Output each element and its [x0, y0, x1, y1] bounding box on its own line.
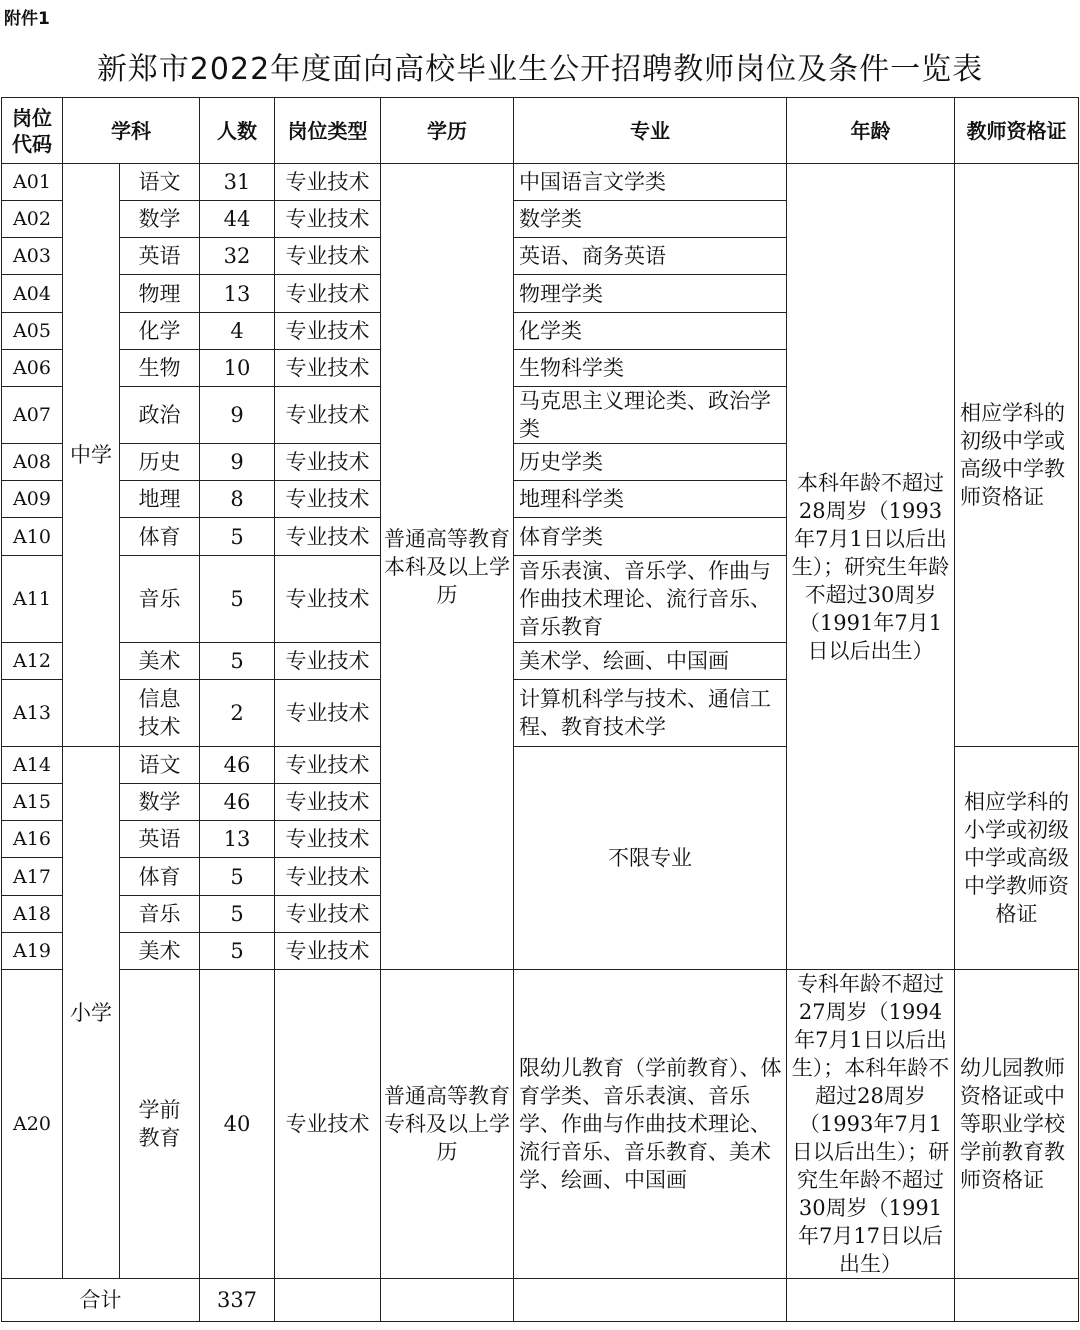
- row-code: A05: [2, 313, 63, 350]
- row-subject: 体育: [120, 518, 200, 556]
- total-empty-cell: [381, 1279, 514, 1322]
- row-subject: 英语: [120, 821, 200, 858]
- row-code: A16: [2, 821, 63, 858]
- row-subject: 体育: [120, 858, 200, 896]
- row-code: A19: [2, 933, 63, 970]
- row-major: 中国语言文学类: [514, 164, 787, 201]
- row-code: A15: [2, 784, 63, 821]
- total-count: 337: [200, 1279, 275, 1322]
- total-empty-cell: [275, 1279, 381, 1322]
- row-count: 44: [200, 201, 275, 238]
- row-major: 计算机科学与技术、通信工程、教育技术学: [514, 680, 787, 747]
- certificate-primary-school: 相应学科的小学或初级中学或高级中学教师资格证: [955, 747, 1079, 970]
- row-count: 46: [200, 747, 275, 784]
- col-header-type: 岗位类型: [275, 98, 381, 164]
- row-count: 5: [200, 933, 275, 970]
- row-major: 马克思主义理论类、政治学类: [514, 387, 787, 444]
- row-type: 专业技术: [275, 821, 381, 858]
- row-count: 31: [200, 164, 275, 201]
- row-count: 10: [200, 350, 275, 387]
- col-header-certificate: 教师资格证: [955, 98, 1079, 164]
- row-subject: 美术: [120, 933, 200, 970]
- row-code: A02: [2, 201, 63, 238]
- table-row: [2, 970, 1079, 1279]
- row-count: 5: [200, 858, 275, 896]
- row-subject: 化学: [120, 313, 200, 350]
- row-code: A14: [2, 747, 63, 784]
- row-type: 专业技术: [275, 201, 381, 238]
- row-count: 8: [200, 481, 275, 518]
- row-code: A20: [2, 970, 63, 1279]
- row-major: 物理学类: [514, 275, 787, 313]
- row-subject: 物理: [120, 275, 200, 313]
- row-major: 美术学、绘画、中国画: [514, 643, 787, 680]
- row-code: A07: [2, 387, 63, 444]
- row-subject: 数学: [120, 784, 200, 821]
- recruitment-table: [1, 97, 1079, 1322]
- row-subject: 语文: [120, 164, 200, 201]
- row-major: 地理科学类: [514, 481, 787, 518]
- row-count: 5: [200, 556, 275, 643]
- row-type: 专业技术: [275, 680, 381, 747]
- row-type: 专业技术: [275, 556, 381, 643]
- row-major: 生物科学类: [514, 350, 787, 387]
- table-row: [2, 164, 1079, 201]
- total-empty-cell: [787, 1279, 955, 1322]
- row-count: 32: [200, 238, 275, 275]
- row-code: A06: [2, 350, 63, 387]
- row-major: 限幼儿教育（学前教育）、体育学类、音乐表演、音乐学、作曲与作曲技术理论、流行音乐、音乐教育、美术学、绘画、中国画: [514, 970, 787, 1279]
- row-code: A10: [2, 518, 63, 556]
- row-subject: 学前教育: [120, 970, 200, 1279]
- row-code: A12: [2, 643, 63, 680]
- col-header-subject: 学科: [63, 98, 200, 164]
- row-type: 专业技术: [275, 350, 381, 387]
- row-type: 专业技术: [275, 444, 381, 481]
- group-primary-school: 小学: [63, 747, 120, 1279]
- row-count: 5: [200, 518, 275, 556]
- row-type: 专业技术: [275, 387, 381, 444]
- row-subject: 音乐: [120, 556, 200, 643]
- age-requirement-college: 专科年龄不超过27周岁（1994年7月1日以后出生）；本科年龄不超过28周岁（1993年7月1日以后出生）；研究生年龄不超过30周岁（1991年7月17日以后出生）: [787, 970, 955, 1279]
- row-count: 9: [200, 444, 275, 481]
- row-subject: 美术: [120, 643, 200, 680]
- group-middle-school: 中学: [63, 164, 120, 747]
- education-requirement-bachelor: 普通高等教育本科及以上学历: [381, 164, 514, 970]
- certificate-middle-school: 相应学科的初级中学或高级中学教师资格证: [955, 164, 1079, 747]
- row-major: 体育学类: [514, 518, 787, 556]
- row-type: 专业技术: [275, 896, 381, 933]
- row-subject: 语文: [120, 747, 200, 784]
- row-type: 专业技术: [275, 858, 381, 896]
- row-count: 5: [200, 896, 275, 933]
- row-count: 2: [200, 680, 275, 747]
- row-code: A11: [2, 556, 63, 643]
- row-major: 数学类: [514, 201, 787, 238]
- row-count: 5: [200, 643, 275, 680]
- row-subject: 生物: [120, 350, 200, 387]
- education-requirement-college: 普通高等教育专科及以上学历: [381, 970, 514, 1279]
- row-count: 13: [200, 821, 275, 858]
- row-count: 4: [200, 313, 275, 350]
- col-header-code: 岗位 代码: [2, 98, 63, 164]
- row-code: A13: [2, 680, 63, 747]
- total-row: [2, 1279, 1079, 1322]
- row-count: 40: [200, 970, 275, 1279]
- row-type: 专业技术: [275, 518, 381, 556]
- row-type: 专业技术: [275, 313, 381, 350]
- row-subject: 英语: [120, 238, 200, 275]
- row-type: 专业技术: [275, 747, 381, 784]
- row-type: 专业技术: [275, 970, 381, 1279]
- row-count: 13: [200, 275, 275, 313]
- row-type: 专业技术: [275, 784, 381, 821]
- row-type: 专业技术: [275, 164, 381, 201]
- row-code: A01: [2, 164, 63, 201]
- row-code: A18: [2, 896, 63, 933]
- row-major: 音乐表演、音乐学、作曲与作曲技术理论、流行音乐、音乐教育: [514, 556, 787, 643]
- row-type: 专业技术: [275, 275, 381, 313]
- row-subject: 信息技术: [120, 680, 200, 747]
- major-unrestricted: 不限专业: [514, 747, 787, 970]
- row-type: 专业技术: [275, 933, 381, 970]
- col-header-count: 人数: [200, 98, 275, 164]
- row-type: 专业技术: [275, 481, 381, 518]
- total-label: 合计: [2, 1279, 200, 1322]
- row-major: 英语、商务英语: [514, 238, 787, 275]
- age-requirement-bachelor: 本科年龄不超过28周岁（1993年7月1日以后出生）；研究生年龄不超过30周岁（1991年7月1日以后出生）: [787, 164, 955, 970]
- row-subject: 地理: [120, 481, 200, 518]
- row-count: 46: [200, 784, 275, 821]
- page-title: 新郑市2022年度面向高校毕业生公开招聘教师岗位及条件一览表: [96, 52, 984, 87]
- row-type: 专业技术: [275, 643, 381, 680]
- row-count: 9: [200, 387, 275, 444]
- row-subject: 音乐: [120, 896, 200, 933]
- row-code: A08: [2, 444, 63, 481]
- col-header-age: 年龄: [787, 98, 955, 164]
- row-code: A03: [2, 238, 63, 275]
- total-empty-cell: [955, 1279, 1079, 1322]
- row-subject: 数学: [120, 201, 200, 238]
- col-header-education: 学历: [381, 98, 514, 164]
- row-major: 历史学类: [514, 444, 787, 481]
- row-subject: 政治: [120, 387, 200, 444]
- attachment-label: 附件1: [4, 9, 50, 29]
- row-subject: 历史: [120, 444, 200, 481]
- certificate-preschool: 幼儿园教师资格证或中等职业学校学前教育教师资格证: [955, 970, 1079, 1279]
- row-major: 化学类: [514, 313, 787, 350]
- col-header-major: 专业: [514, 98, 787, 164]
- row-code: A04: [2, 275, 63, 313]
- row-type: 专业技术: [275, 238, 381, 275]
- total-empty-cell: [514, 1279, 787, 1322]
- row-code: A17: [2, 858, 63, 896]
- row-code: A09: [2, 481, 63, 518]
